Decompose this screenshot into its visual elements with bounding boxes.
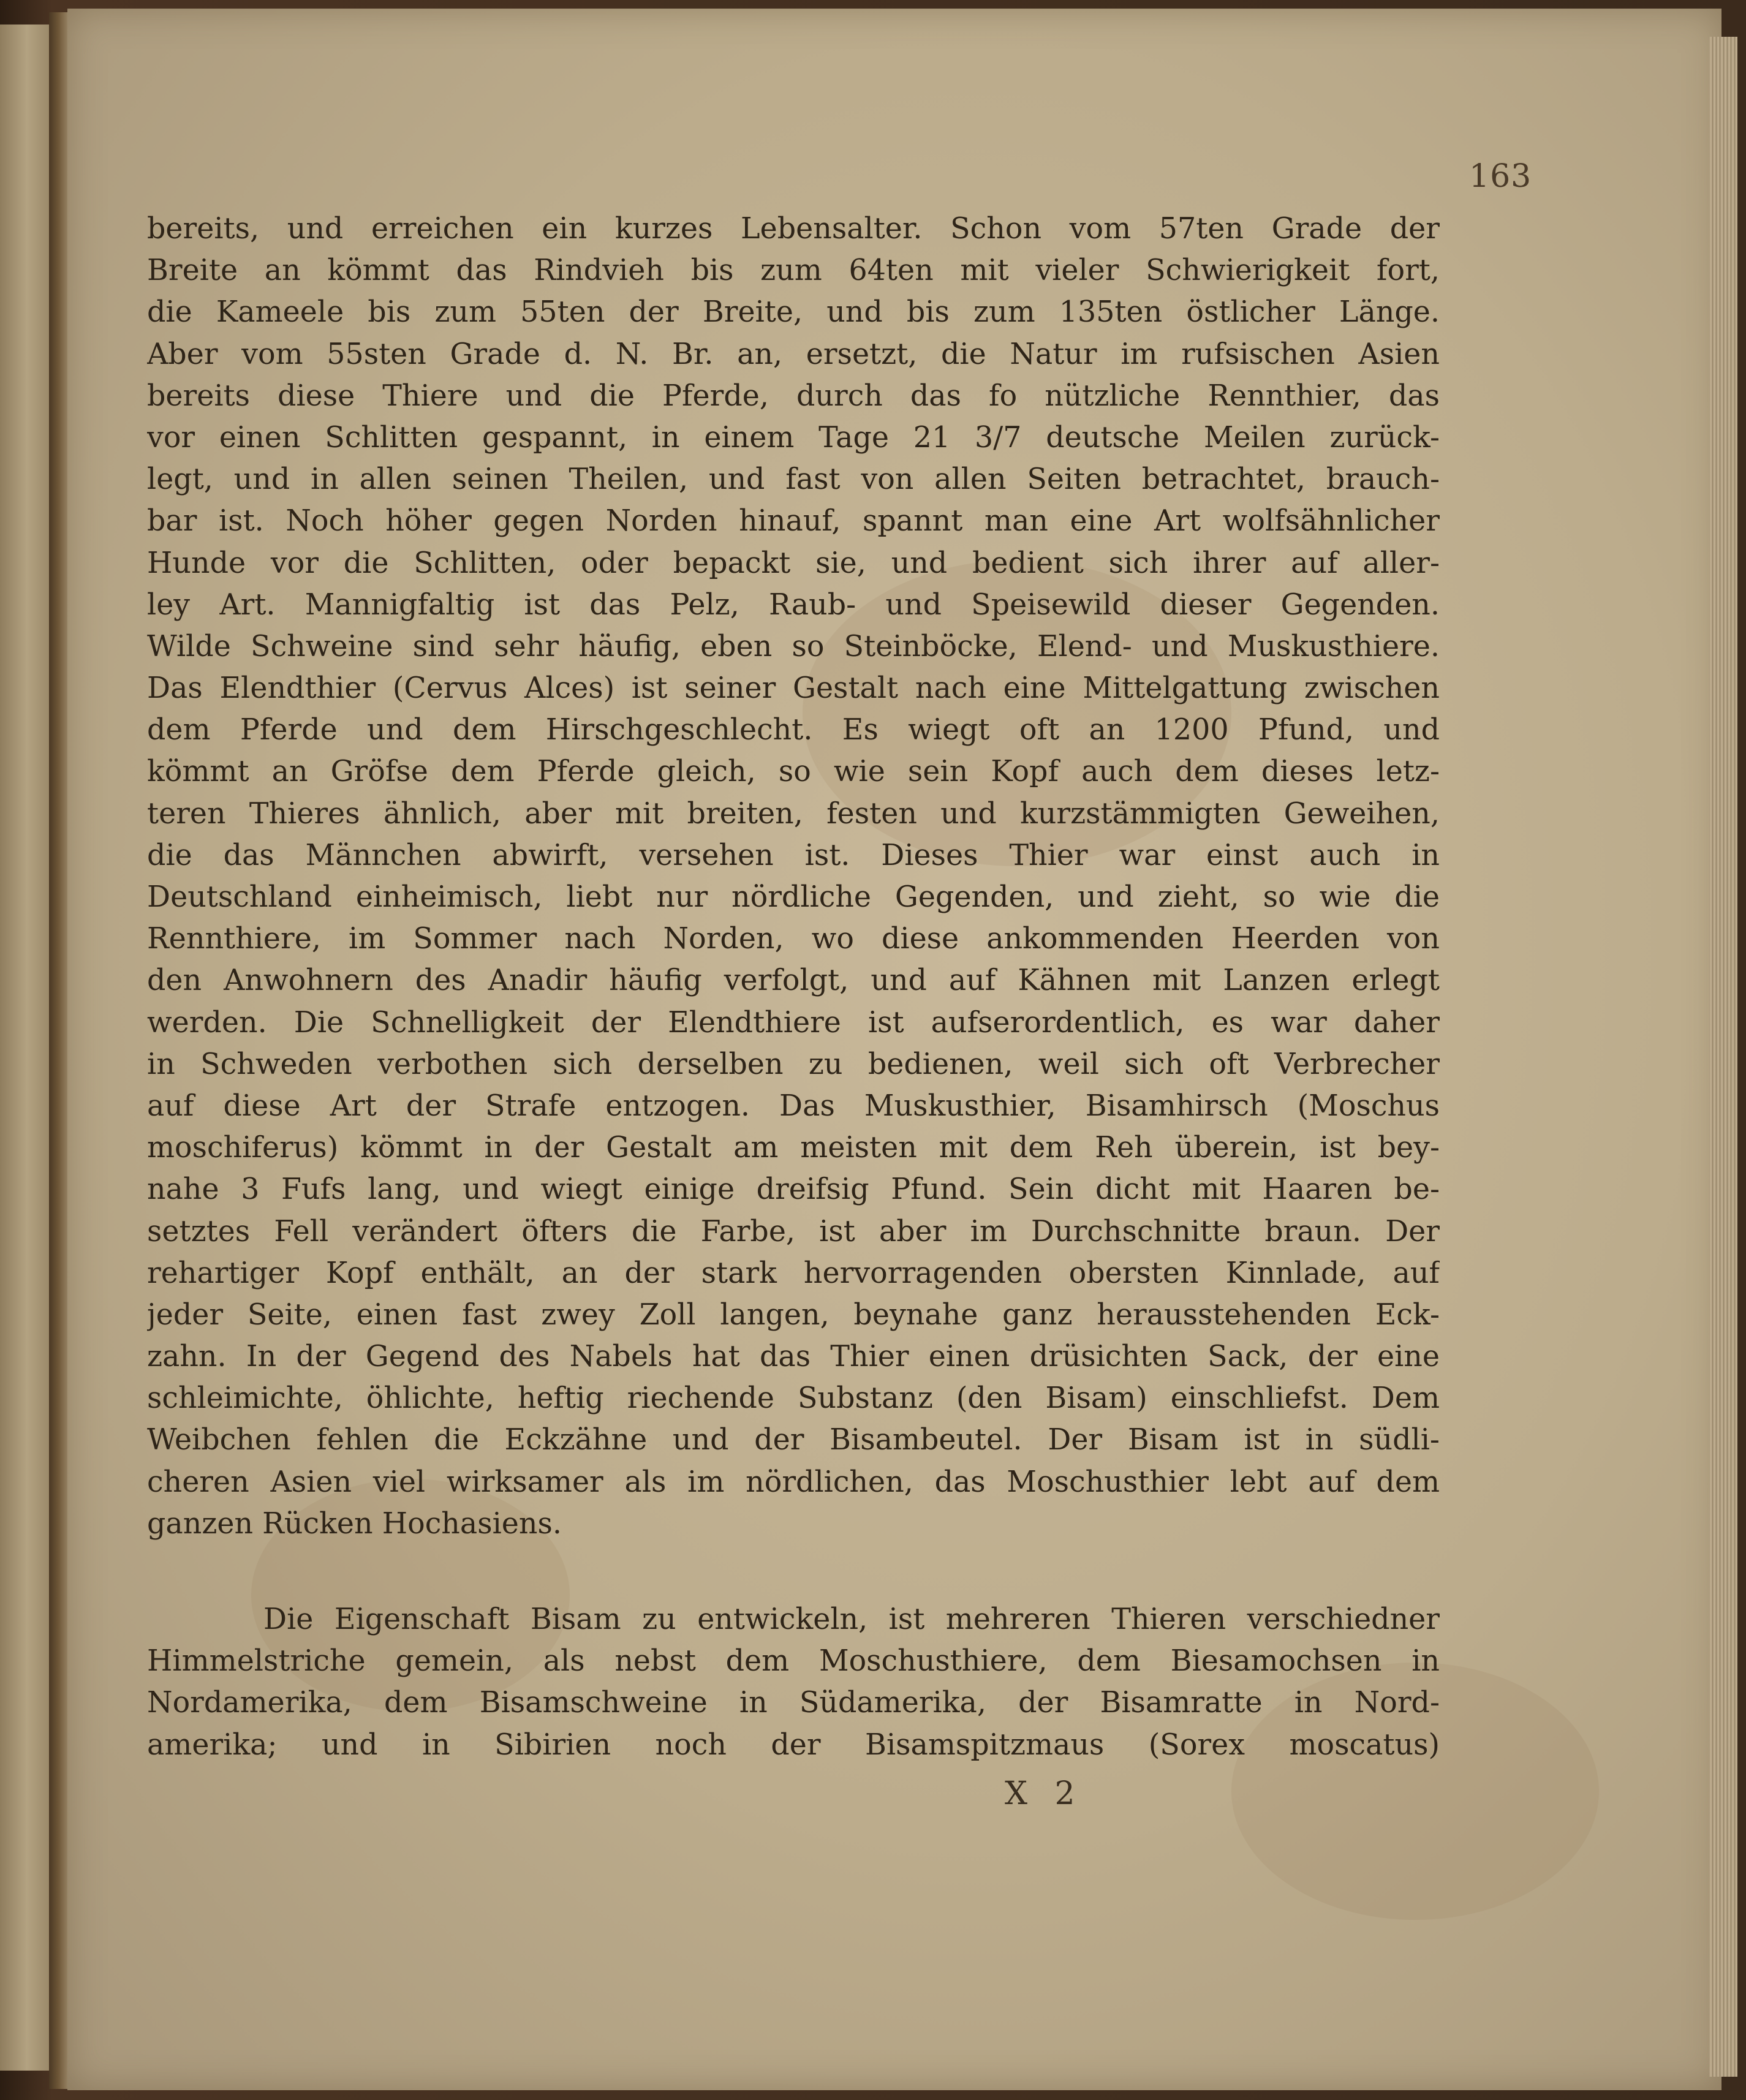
text-line: Das Elendthier (Cervus Alces) ist seiner Gestalt nach eine Mittelgattung zwischen: [147, 671, 1440, 706]
text-line: bereits, und erreichen ein kurzes Lebensalter. Schon vom 57ten Grade der: [147, 212, 1440, 246]
text-line: Deutschland einheimisch, liebt nur nördliche Gegenden, und zieht, so wie die: [147, 880, 1440, 914]
text-line: rehartiger Kopf enthält, an der stark hervorragenden obersten Kinnlade, auf: [147, 1256, 1440, 1290]
text-line: amerika; und in Sibirien noch der Bisamspitzmaus (Sorex moscatus): [147, 1728, 1440, 1762]
body-text: [147, 208, 1440, 1766]
facing-page-edge: [0, 25, 49, 2071]
text-line: vor einen Schlitten gespannt, in einem Tage 21 3/7 deutsche Meilen zurück-: [147, 420, 1440, 455]
text-line: cheren Asien viel wirksamer als im nördlichen, das Moschusthier lebt auf dem: [147, 1465, 1440, 1499]
text-line: in Schweden verbothen sich derselben zu bedienen, weil sich oft Verbrecher: [147, 1047, 1440, 1081]
text-line: Hunde vor die Schlitten, oder bepackt sie, und bedient sich ihrer auf aller-: [147, 546, 1440, 580]
text-line: Wilde Schweine sind sehr häufig, eben so Steinböcke, Elend- und Muskusthiere.: [147, 629, 1440, 663]
text-line: ley Art. Mannigfaltig ist das Pelz, Raub- und Speisewild dieser Gegenden.: [147, 587, 1440, 622]
text-line: bereits diese Thiere und die Pferde, durch das fo nützliche Rennthier, das: [147, 379, 1440, 413]
text-line: den Anwohnern des Anadir häufig verfolgt, und auf Kähnen mit Lanzen erlegt: [147, 964, 1440, 998]
paragraph-1: [147, 208, 1440, 1545]
text-line: Breite an kömmt das Rindvieh bis zum 64ten mit vieler Schwierigkeit fort,: [147, 254, 1440, 288]
text-line: Himmelstriche gemein, als nebst dem Moschusthiere, dem Biesamochsen in: [147, 1644, 1440, 1679]
text-line: Weibchen fehlen die Eckzähne und der Bisambeutel. Der Bisam ist in südli-: [147, 1423, 1440, 1457]
text-line: die Kameele bis zum 55ten der Breite, und bis zum 135ten östlicher Länge.: [147, 295, 1440, 330]
text-line: auf diese Art der Strafe entzogen. Das Muskusthier, Bisamhirsch (Moschus: [147, 1089, 1440, 1123]
text-line: Nordamerika, dem Bisamschweine in Südamerika, der Bisamratte in Nord-: [147, 1686, 1440, 1720]
text-line: die das Männchen abwirft, versehen ist. Dieses Thier war einst auch in: [147, 838, 1440, 872]
page-stack-edges: [1709, 37, 1740, 2077]
text-line: Rennthiere, im Sommer nach Norden, wo diese ankommenden Heerden von: [147, 922, 1440, 956]
text-line: kömmt an Gröfse dem Pferde gleich, so wie sein Kopf auch dem dieses letz-: [147, 755, 1440, 789]
text-line: ganzen Rücken Hochasiens.: [147, 1506, 562, 1541]
text-line: moschiferus) kömmt in der Gestalt am meisten mit dem Reh überein, ist bey-: [147, 1131, 1440, 1165]
text-line: schleimichte, öhlichte, heftig riechende Substanz (den Bisam) einschliefst. Dem: [147, 1381, 1440, 1416]
text-line: werden. Die Schnelligkeit der Elendthiere ist aufserordentlich, es war daher: [147, 1005, 1440, 1040]
paragraph-2: [147, 1599, 1440, 1766]
text-line: zahn. In der Gegend des Nabels hat das Thier einen drüsichten Sack, der eine: [147, 1340, 1440, 1374]
text-line: bar ist. Noch höher gegen Norden hinauf, spannt man eine Art wolfsähnlicher: [147, 504, 1440, 538]
printer-signature: X 2: [1005, 1775, 1084, 1812]
text-line: setztes Fell verändert öfters die Farbe, ist aber im Durchschnitte braun. Der: [147, 1214, 1440, 1248]
text-line: legt, und in allen seinen Theilen, und fast von allen Seiten betrachtet, brauch-: [147, 463, 1440, 497]
text-line: Die Eigenschaft Bisam zu entwickeln, ist mehreren Thieren verschiedner: [263, 1603, 1440, 1636]
page-number: 163: [1469, 158, 1532, 195]
text-line: jeder Seite, einen fast zwey Zoll langen, beynahe ganz herausstehenden Eck-: [147, 1297, 1440, 1332]
text-line: Aber vom 55sten Grade d. N. Br. an, ersetzt, die Natur im rufsischen Asien: [147, 337, 1440, 371]
text-line: nahe 3 Fufs lang, und wiegt einige dreifsig Pfund. Sein dicht mit Haaren be-: [147, 1173, 1440, 1207]
text-line: dem Pferde und dem Hirschgeschlecht. Es wiegt oft an 1200 Pfund, und: [147, 713, 1440, 747]
paragraph-gap: [147, 1545, 1440, 1599]
text-line: teren Thieres ähnlich, aber mit breiten, festen und kurzstämmigten Geweihen,: [147, 796, 1440, 831]
